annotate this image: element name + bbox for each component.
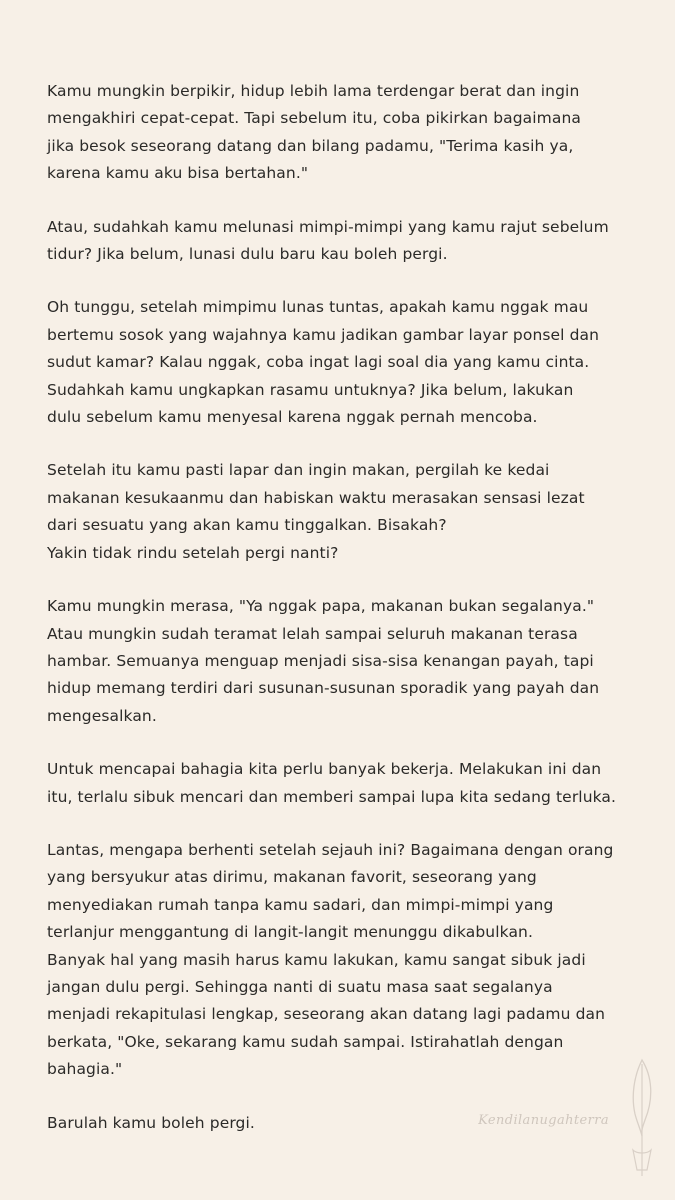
text-line: hidup memang terdiri dari susunan-susunan sporadik yang payah dan xyxy=(47,679,600,698)
text-line: jika besok seseorang datang dan bilang padamu, "Terima kasih ya, xyxy=(47,136,574,155)
text-line: mengakhiri cepat-cepat. Tapi sebelum itu, coba pikirkan bagaimana xyxy=(47,109,581,128)
text-line: Banyak hal yang masih harus kamu lakukan, kamu sangat sibuk jadi xyxy=(47,950,586,969)
text-line: karena kamu aku bisa bertahan." xyxy=(47,164,309,183)
text-line: makanan kesukaanmu dan habiskan waktu merasakan sensasi lezat xyxy=(47,488,585,507)
text-line: bahagia." xyxy=(47,1060,123,1079)
signature-watermark: Kendilanugahterra xyxy=(478,1113,609,1128)
text-line: Lantas, mengapa berhenti setelah sejauh ini? Bagaimana dengan orang xyxy=(47,840,614,859)
paragraph-2 xyxy=(47,214,642,269)
text-line: hambar. Semuanya menguap menjadi sisa-sisa kenangan payah, tapi xyxy=(47,651,594,670)
text-line: Kamu mungkin merasa, "Ya nggak papa, makanan bukan segalanya." xyxy=(47,597,595,616)
quill-pen-icon xyxy=(627,1058,657,1178)
paragraph-3 xyxy=(47,294,642,431)
text-line: berkata, "Oke, sekarang kamu sudah sampai. Istirahatlah dengan xyxy=(47,1032,564,1051)
text-line: menyediakan rumah tanpa kamu sadari, dan mimpi-mimpi yang xyxy=(47,895,554,914)
text-line: jangan dulu pergi. Sehingga nanti di suatu masa saat segalanya xyxy=(47,977,553,996)
paragraph-7 xyxy=(47,837,642,1084)
text-line: menjadi rekapitulasi lengkap, seseorang akan datang lagi padamu dan xyxy=(47,1005,606,1024)
paragraph-1 xyxy=(47,78,642,188)
text-line: dari sesuatu yang akan kamu tinggalkan. Bisakah? xyxy=(47,516,447,535)
text-line: itu, terlalu sibuk mencari dan memberi sampai lupa kita sedang terluka. xyxy=(47,787,617,806)
text-line: yang bersyukur atas dirimu, makanan favorit, seseorang yang xyxy=(47,868,537,887)
text-line: Barulah kamu boleh pergi. xyxy=(47,1113,255,1132)
paragraph-5 xyxy=(47,593,642,730)
text-line: Yakin tidak rindu setelah pergi nanti? xyxy=(47,543,339,562)
text-line: Atau mungkin sudah teramat lelah sampai seluruh makanan terasa xyxy=(47,624,578,643)
text-line: terlanjur menggantung di langit-langit menunggu dikabulkan. xyxy=(47,923,533,942)
text-line: Oh tunggu, setelah mimpimu lunas tuntas, apakah kamu nggak mau xyxy=(47,298,589,317)
text-line: sudut kamar? Kalau nggak, coba ingat lagi soal dia yang kamu cinta. xyxy=(47,353,590,372)
text-line: tidur? Jika belum, lunasi dulu baru kau boleh pergi. xyxy=(47,245,448,264)
letter-body xyxy=(47,78,642,1163)
text-line: Setelah itu kamu pasti lapar dan ingin makan, pergilah ke kedai xyxy=(47,461,550,480)
paragraph-6 xyxy=(47,756,642,811)
text-line: bertemu sosok yang wajahnya kamu jadikan gambar layar ponsel dan xyxy=(47,325,600,344)
text-line: mengesalkan. xyxy=(47,706,157,725)
text-line: Atau, sudahkah kamu melunasi mimpi-mimpi yang kamu rajut sebelum xyxy=(47,217,609,236)
text-line: dulu sebelum kamu menyesal karena nggak pernah mencoba. xyxy=(47,408,538,427)
text-line: Untuk mencapai bahagia kita perlu banyak bekerja. Melakukan ini dan xyxy=(47,760,602,779)
text-line: Sudahkah kamu ungkapkan rasamu untuknya? Jika belum, lakukan xyxy=(47,380,574,399)
text-line: Kamu mungkin berpikir, hidup lebih lama terdengar berat dan ingin xyxy=(47,82,580,100)
paragraph-4 xyxy=(47,457,642,567)
